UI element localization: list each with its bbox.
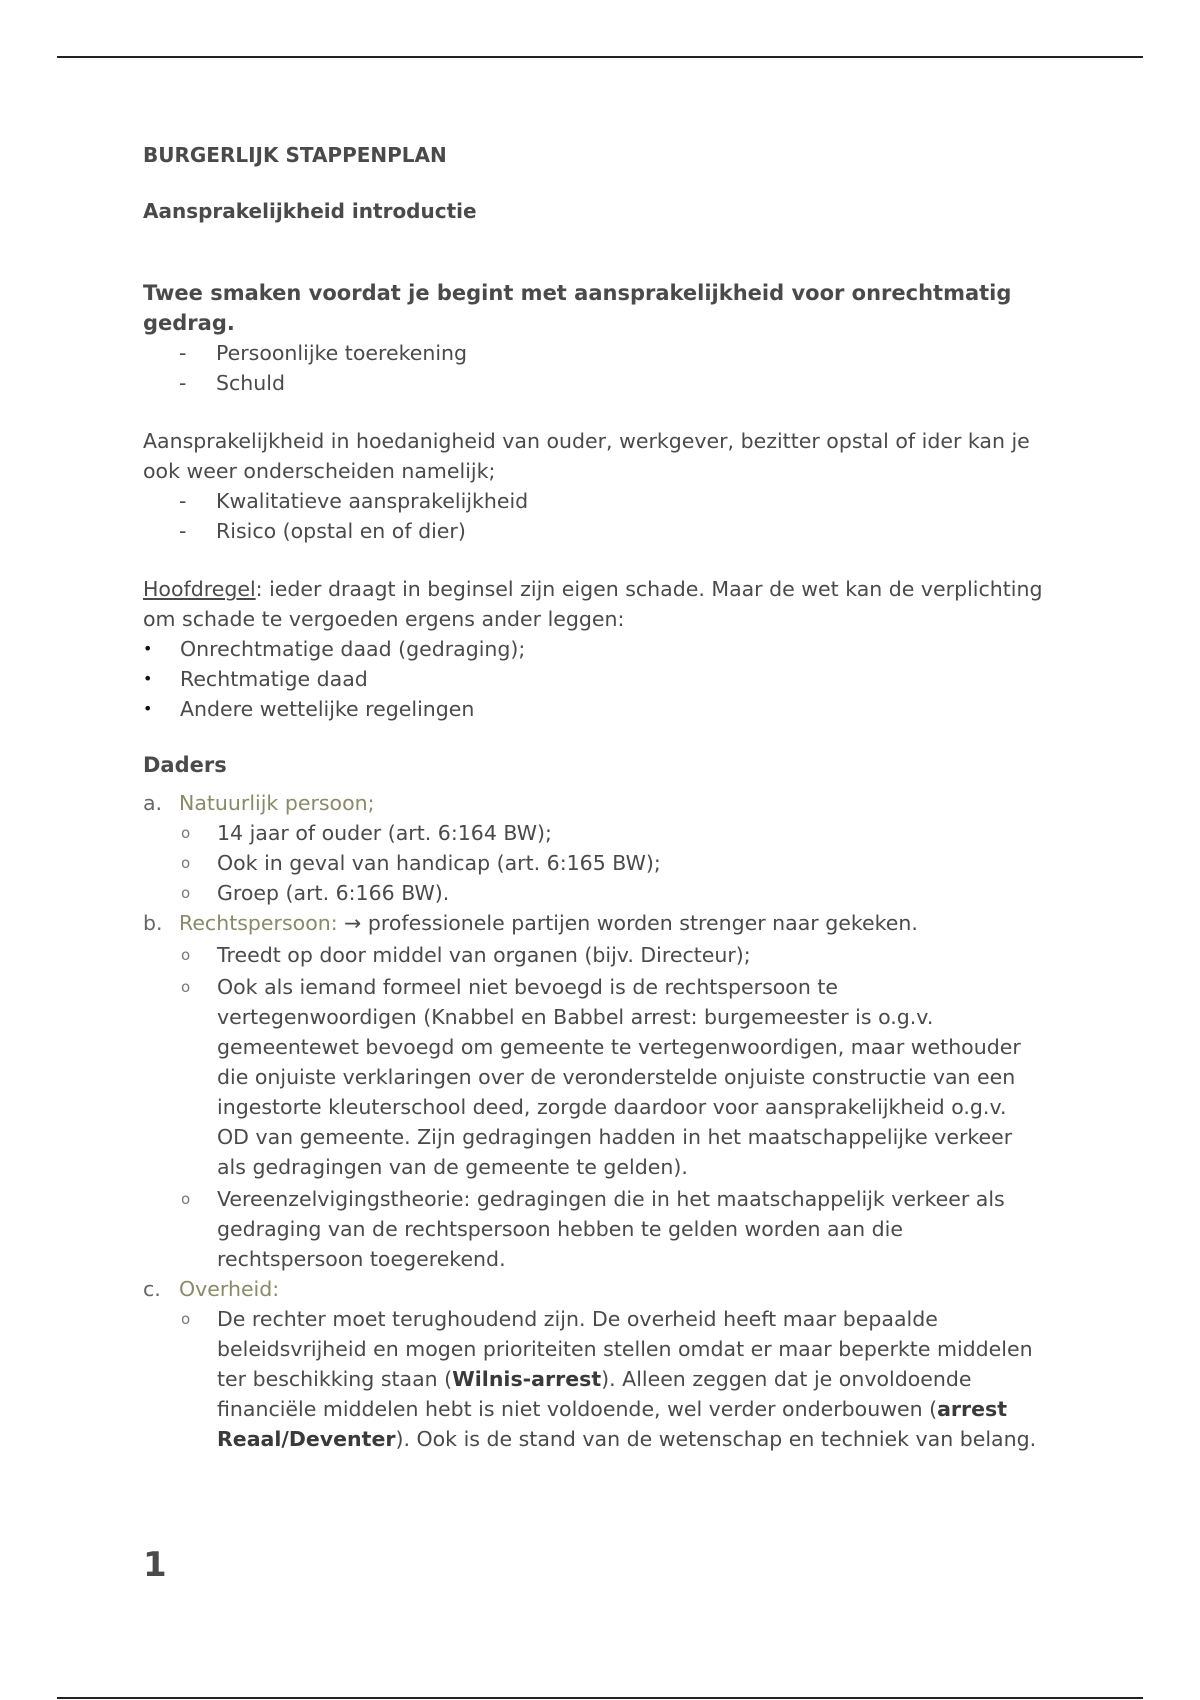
main-rule-paragraph: [143, 574, 1043, 634]
daders-a-sublist: [179, 818, 1043, 908]
list-item: [143, 516, 1043, 546]
list-item-text: Groep (art. 6:166 BW).: [217, 881, 450, 905]
list-item-text: Persoonlijke toerekening: [216, 341, 468, 365]
main-rule-label: Hoofdregel: [143, 577, 256, 601]
qualitative-paragraph: Aansprakelijkheid in hoedanigheid van ouder, werkgever, bezitter opstal of ider kan je ook weer onderscheiden namelijk;: [143, 429, 1030, 483]
list-item-text: Onrechtmatige daad (gedraging);: [180, 637, 526, 661]
circle-marker: o: [181, 1310, 191, 1328]
footer-rule: [57, 1697, 1143, 1699]
list-item-text: Rechtmatige daad: [180, 667, 368, 691]
bullet-marker: •: [143, 639, 153, 658]
circle-marker: o: [181, 978, 191, 996]
circle-marker: o: [181, 854, 191, 872]
circle-marker: o: [181, 946, 191, 964]
header-rule: [57, 56, 1143, 58]
alpha-marker: c.: [143, 1277, 161, 1301]
list-item: [143, 368, 1043, 398]
list-item-text: Ook in geval van handicap (art. 6:165 BW);: [217, 851, 661, 875]
list-item-text: Treedt op door middel van organen (bijv. Directeur);: [217, 943, 751, 967]
bullet-marker: •: [143, 669, 153, 688]
list-item: [179, 1184, 1043, 1274]
daders-item-a: [143, 788, 1043, 908]
text-part: De rechter moet terughoudend zijn. De overheid heeft maar bepaalde beleidsvrijheid en mogen prioriteiten stellen omdat er maar beperkte middelen ter beschikking staan (: [217, 1307, 1033, 1391]
daders-c-label: Overheid:: [179, 1277, 280, 1301]
daders-b-suffix: → professionele partijen worden strenger naar gekeken.: [337, 911, 918, 935]
qualitative-list: [143, 486, 1043, 546]
main-rule-text: : ieder draagt in beginsel zijn eigen schade. Maar de wet kan de verplichting om schade te vergoeden ergens ander leggen:: [143, 577, 1043, 631]
list-item-text: Vereenzelvigingstheorie: gedragingen die in het maatschappelijk verkeer als gedraging van de rechtspersoon hebben te gelden worden aan die rechtspersoon toegerekend.: [217, 1187, 1005, 1271]
list-item: [179, 940, 1043, 970]
list-item: [143, 486, 1043, 516]
list-item-text: Schuld: [216, 371, 285, 395]
list-item: [179, 878, 1043, 908]
list-item-text: Kwalitatieve aansprakelijkheid: [216, 489, 529, 513]
list-item-text: Risico (opstal en of dier): [216, 519, 466, 543]
daders-a-label: Natuurlijk persoon;: [179, 791, 375, 815]
list-item: [179, 1304, 1043, 1454]
daders-list: [143, 788, 1043, 1454]
list-item: [179, 818, 1043, 848]
list-item: [179, 848, 1043, 878]
page-number: 1: [143, 1545, 167, 1585]
daders-item-c: [143, 1274, 1043, 1454]
circle-marker: o: [181, 1190, 191, 1208]
list-item-text: 14 jaar of ouder (art. 6:164 BW);: [217, 821, 552, 845]
dash-marker: -: [179, 519, 187, 543]
text-part: ). Ook is de stand van de wetenschap en techniek van belang.: [395, 1427, 1037, 1451]
list-item-text: Andere wettelijke regelingen: [180, 697, 475, 721]
alpha-marker: a.: [143, 791, 163, 815]
document-body: [143, 140, 1043, 1454]
intro-heading: Twee smaken voordat je begint met aansprakelijkheid voor onrechtmatig gedrag.: [143, 281, 1012, 335]
daders-item-b: [143, 908, 1043, 1274]
list-item-text: Ook als iemand formeel niet bevoegd is de rechtspersoon te vertegenwoordigen (Knabbel en Babbel arrest: burgemeester is o.g.v. gemeentewet bevoegd om gemeente te vertegenwoordigen, maar wethouder die onjuiste verklaringen over de veronderstelde onjuiste constructie van een ingestorte kleuterschool deed, zorgde daardoor voor aansprakelijkheid o.g.v. OD van gemeente. Zijn gedragingen hadden in het maatschappelijke verkeer als gedragingen van de gemeente te gelden).: [217, 975, 1021, 1179]
daders-heading: Daders: [143, 753, 227, 777]
intro-list: [143, 338, 1043, 398]
circle-marker: o: [181, 824, 191, 842]
list-item: [143, 634, 1043, 664]
alpha-marker: b.: [143, 911, 163, 935]
case-name-reaal-deventer: arrest Reaal/Deventer: [217, 1397, 1008, 1451]
case-name-wilnis: Wilnis-arrest: [452, 1367, 602, 1391]
dash-marker: -: [179, 341, 187, 365]
document-title: BURGERLIJK STAPPENPLAN: [143, 143, 447, 167]
list-item: [143, 664, 1043, 694]
text-part: ). Alleen zeggen dat je onvoldoende financiële middelen hebt is niet voldoende, wel verder onderbouwen (: [217, 1367, 972, 1421]
daders-b-sublist: [179, 940, 1043, 1274]
daders-b-label: Rechtspersoon:: [179, 911, 338, 935]
dash-marker: -: [179, 371, 187, 395]
bullet-marker: •: [143, 699, 153, 718]
main-rule-list: [143, 634, 1043, 724]
list-item: [143, 694, 1043, 724]
daders-c-sublist: [179, 1304, 1043, 1454]
section-title: Aansprakelijkheid introductie: [143, 199, 477, 223]
list-item: [179, 972, 1043, 1182]
list-item: [143, 338, 1043, 368]
circle-marker: o: [181, 884, 191, 902]
dash-marker: -: [179, 489, 187, 513]
